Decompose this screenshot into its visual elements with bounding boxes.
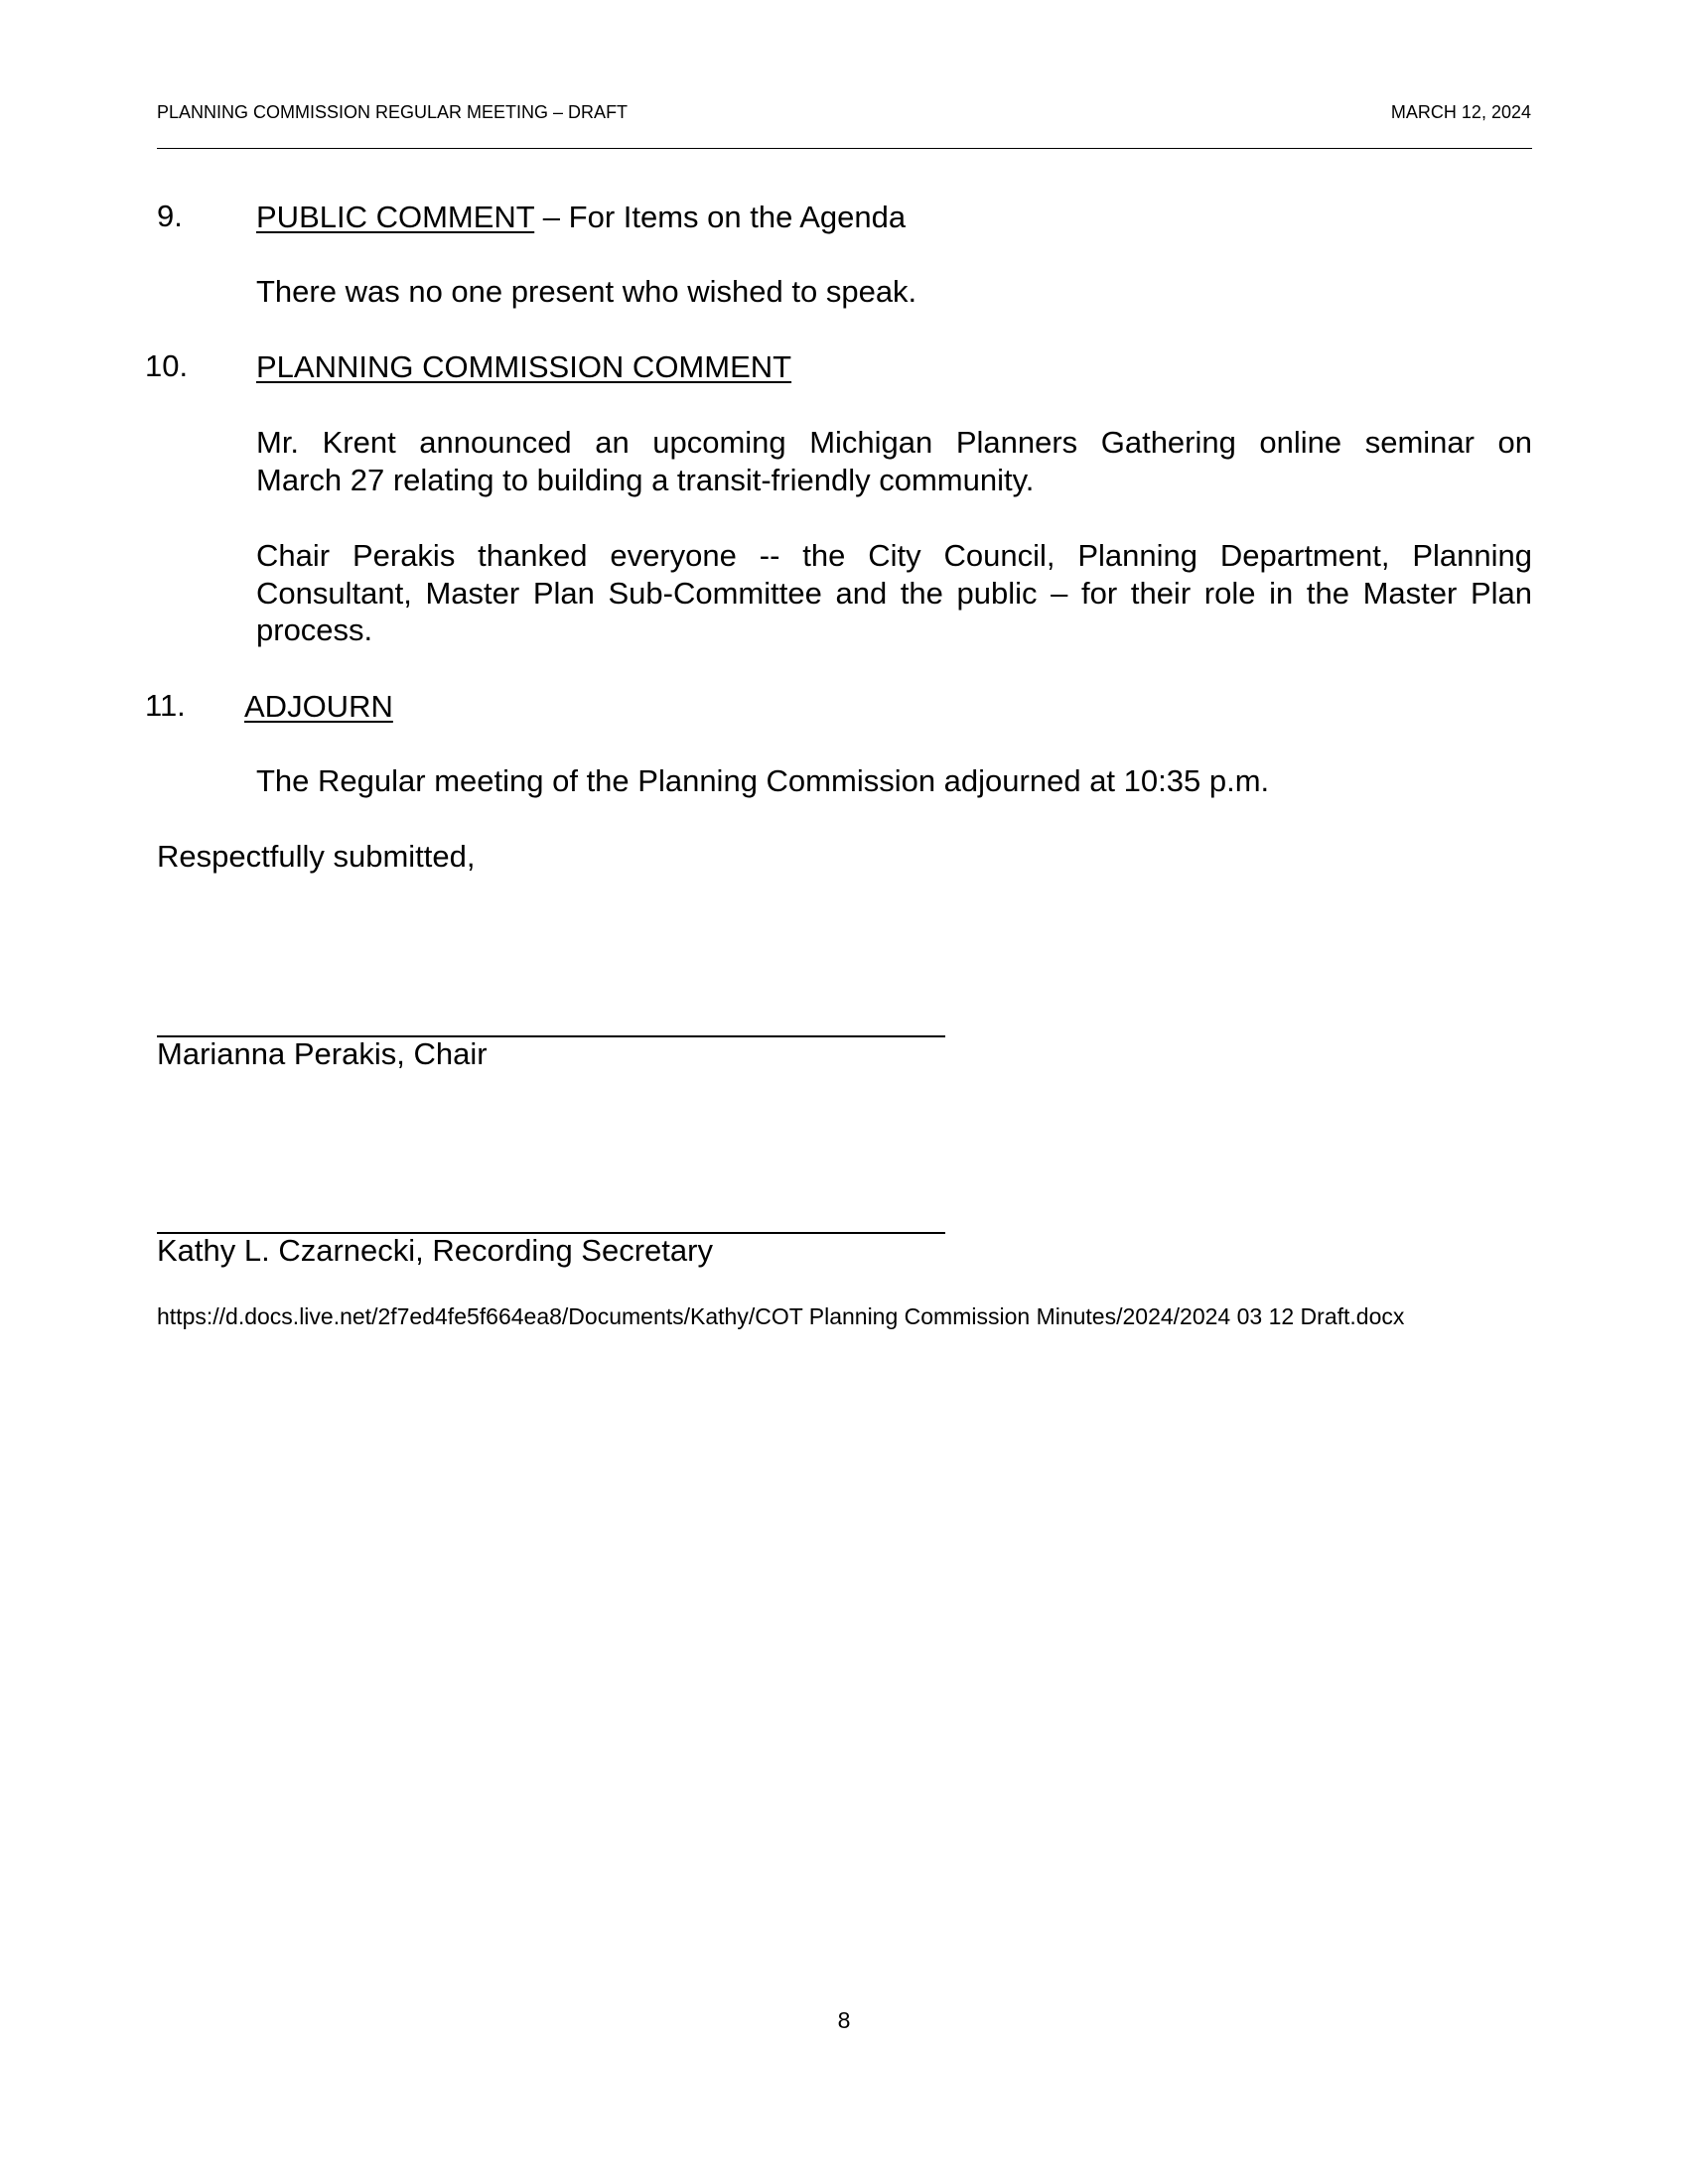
section-paragraph: [256, 424, 1532, 498]
section-paragraph: [256, 537, 1532, 649]
section-heading-line: [256, 199, 906, 236]
paragraph-line: March 27 relating to building a transit-friendly community.: [256, 462, 1035, 497]
section-heading: PUBLIC COMMENT: [256, 200, 535, 234]
paragraph-line: Consultant, Master Plan Sub-Committee and the public – for their role in the Master Plan: [256, 575, 1532, 611]
section-paragraph: There was no one present who wished to speak.: [256, 274, 917, 309]
header-divider: [157, 148, 1532, 149]
section-number: 10.: [145, 348, 189, 383]
signatory-name: Marianna Perakis, Chair: [157, 1036, 488, 1071]
file-path: https://d.docs.live.net/2f7ed4fe5f664ea8/Documents/Kathy/COT Planning Commission Minutes/2024/2024 03 12 Draft.docx: [157, 1303, 1405, 1329]
section-heading: ADJOURN: [244, 689, 393, 724]
page-number: 8: [837, 2007, 851, 2033]
header-title: PLANNING COMMISSION REGULAR MEETING – DRAFT: [157, 102, 629, 122]
closing-text: Respectfully submitted,: [157, 839, 476, 874]
section-paragraph: The Regular meeting of the Planning Commission adjourned at 10:35 p.m.: [256, 763, 1270, 798]
paragraph-line: Mr. Krent announced an upcoming Michigan Planners Gathering online seminar on: [256, 425, 1532, 460]
section-number: 9.: [157, 199, 183, 233]
section-number: 11.: [145, 688, 186, 723]
paragraph-line: Chair Perakis thanked everyone -- the City Council, Planning Department, Planning: [256, 538, 1532, 573]
signatory-name: Kathy L. Czarnecki, Recording Secretary: [157, 1233, 713, 1268]
header-date: MARCH 12, 2024: [1390, 102, 1531, 122]
section-heading-suffix: – For Items on the Agenda: [534, 200, 907, 234]
section-heading: PLANNING COMMISSION COMMENT: [256, 349, 792, 384]
paragraph-line: process.: [256, 613, 373, 647]
